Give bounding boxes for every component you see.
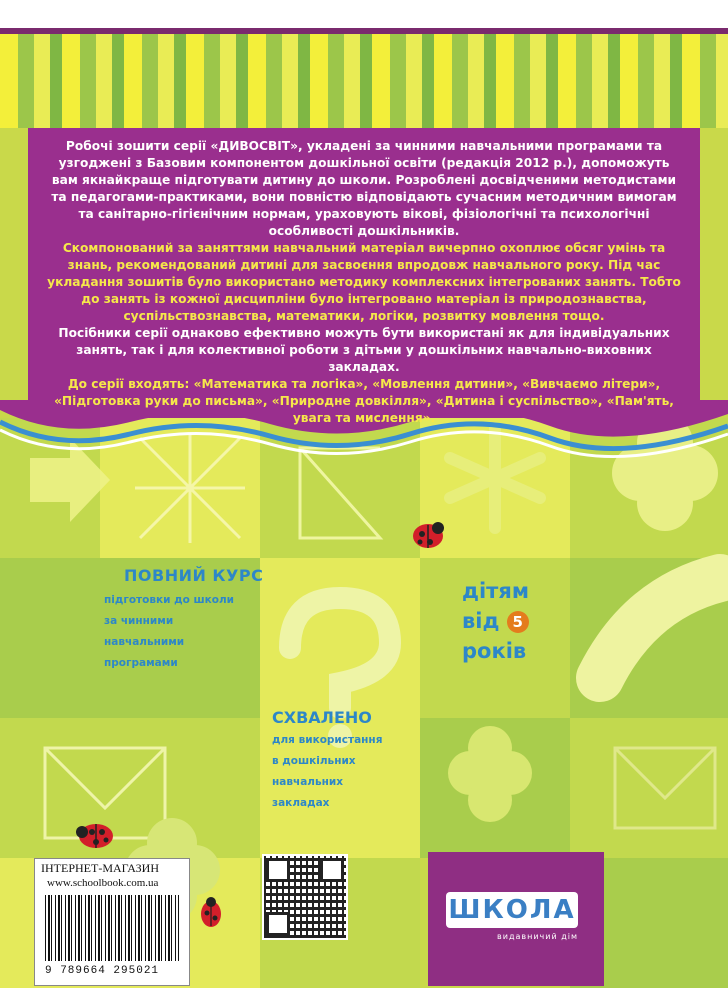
description-text	[44, 138, 684, 427]
ladybug-icon	[198, 896, 224, 930]
barcode	[45, 895, 179, 961]
approved-line: в дошкільних	[272, 755, 356, 767]
course-title: ПОВНИЙ КУРС	[124, 566, 264, 585]
curve-shape	[600, 578, 720, 678]
approved-title: СХВАЛЕНО	[272, 708, 372, 727]
barcode-box	[34, 858, 190, 986]
qr-finder	[320, 858, 344, 882]
publisher-subtitle: видавничий дім	[497, 932, 578, 941]
description-paragraph: Скомпонований за заняттями навчальний матеріал вичерпно охоплює обсяг умінь та знань, рекомендований дитині для засвоєння впродовж навчального року. Під час укладання зошитів було використано методику комплексних інтегрованих занять. Тобто до занять із кожної дисципліни було інтегровано матеріал із природознавства, суспільствознавства, математики, логіки, розвитку мовлення тощо.	[47, 241, 681, 323]
ladybug-icon	[408, 518, 448, 550]
course-subtitle: за чинними	[104, 615, 174, 627]
publisher-block	[428, 852, 604, 986]
flower-shape	[448, 726, 532, 822]
course-subtitle: навчальними	[104, 636, 185, 648]
approved-line: навчальних	[272, 776, 343, 788]
book-back-cover	[0, 28, 728, 988]
age-badge	[462, 576, 562, 666]
qr-finder	[266, 858, 290, 882]
envelope-shape	[615, 748, 715, 828]
description-paragraph: Робочі зошити серії «ДИВОСВІТ», укладені за чинними навчальними програмами та узгоджені з Базовим компонентом дошкільної освіти (редакція 2012 р.), допоможуть вам якнайкраще підготувати дитину до школи. Розроблені досвідченими методистами та педагогами-практиками, вони повністю відповідають сучасним методичним вимогам та санітарно-гігієнічним нормам, ураховують вікові, фізіологічні та психологічні особливості дошкільників.	[51, 139, 677, 238]
age-number: 5	[507, 611, 529, 633]
course-subtitle: підготовки до школи	[104, 594, 235, 606]
description-paragraph: Посібники серії однаково ефективно можуть бути використані як для індивідуальних занять, так і для колективної роботи з дітьми у дошкільних навчально-виховних закладах.	[58, 326, 670, 374]
age-line	[462, 606, 562, 636]
qr-finder	[266, 912, 290, 936]
triangle-lines-shape	[300, 448, 380, 538]
qr-code[interactable]	[262, 854, 348, 940]
top-border	[0, 28, 728, 34]
striped-header	[0, 28, 728, 128]
age-line: дітям	[462, 579, 529, 603]
publisher-logo: ШКОЛА	[446, 892, 578, 928]
series-list: До серії входять: «Математика та логіка», «Мовлення дитини», «Вивчаємо літери», «Підготовка руки до письма», «Природне довкілля», «Дитина і суспільство», «Пам'ять, увага та мислення».	[54, 377, 674, 425]
approved-line: для використання	[272, 734, 383, 746]
age-line: років	[462, 639, 527, 663]
shop-url[interactable]: www.schoolbook.com.ua	[47, 877, 159, 889]
isbn-number: 9 789664 295021	[45, 965, 160, 977]
age-from: від	[462, 609, 500, 633]
ladybug-icon	[74, 818, 118, 850]
shop-label: ІНТЕРНЕТ-МАГАЗИН	[41, 861, 159, 875]
question-shape	[290, 598, 390, 708]
approved-line: закладах	[272, 797, 330, 809]
course-subtitle: програмами	[104, 657, 178, 669]
